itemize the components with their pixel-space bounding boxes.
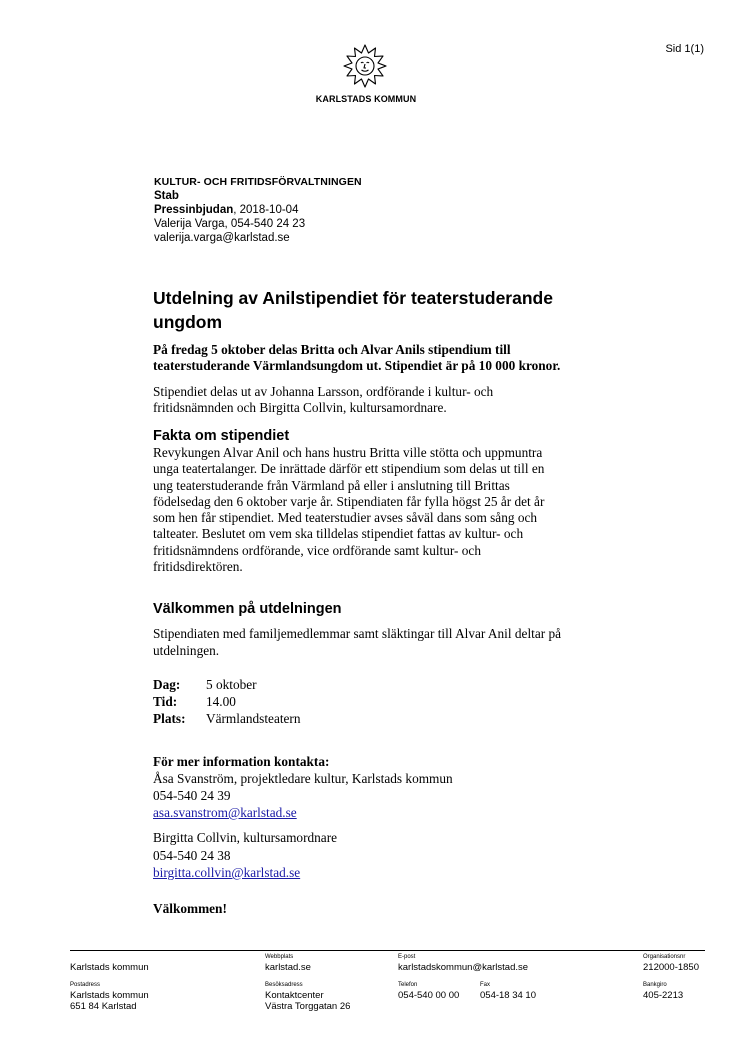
fakta-heading: Fakta om stipendiet [153,428,290,444]
fakta-line: fritidsdirektören. [153,559,243,575]
lead-line-1: På fredag 5 oktober delas Britta och Alvar Anils stipendium till [153,342,511,357]
contact-person-2: Birgitta Collvin, kultursamordnare [153,830,338,845]
lead-paragraph [153,342,633,374]
contact-heading: För mer information kontakta: [153,754,330,769]
header-email: valerija.varga@karlstad.se [154,232,290,244]
contact-email-link-2[interactable]: birgitta.collvin@karlstad.se [153,865,301,880]
logo-text: KARLSTADS KOMMUN [315,94,417,104]
fakta-paragraph [153,445,623,575]
intro-paragraph [153,384,633,416]
sun-face-icon [343,44,387,88]
lead-line-2: teaterstuderande Värmlandsungdom ut. Stipendiet är på 10 000 kronor. [153,358,561,373]
footer-fax-value: 054-18 34 10 [480,990,536,1001]
footer-bankgiro-value: 405-2213 [643,990,684,1001]
document-header [154,175,362,245]
fakta-line: fritidsnämndens ordförande, vice ordförande samt kultur- och [153,542,481,558]
footer-web-label: Webbplats [265,954,294,960]
day-label: Dag: [153,677,181,692]
unit-name: Stab [154,190,179,202]
footer-post-line-2: 651 84 Karlstad [70,1001,137,1012]
footer-org-name: Karlstads kommun [70,962,149,973]
doc-type: Pressinbjudan [154,204,234,216]
footer-fax-label: Fax [480,982,491,988]
detail-time [153,694,236,710]
page-number: Sid 1(1) [665,43,704,55]
intro-line-1: Stipendiet delas ut av Johanna Larsson, ordförande i kultur- och [153,384,494,399]
footer-visit-line-1: Kontaktcenter [265,990,324,1001]
footer-orgnr-value: 212000-1850 [643,962,699,973]
place-value: Värmlandsteatern [206,711,301,726]
footer-post-line-1: Karlstads kommun [70,990,149,1001]
valkommen-paragraph [153,625,633,659]
contact-phone-2: 054-540 24 38 [153,848,231,863]
footer-visit-label: Besöksadress [265,982,303,988]
footer-visit-line-2: Västra Torggatan 26 [265,1001,351,1012]
fakta-line: som hen får stipendiet. Med teaterstudier avses såväl dans som sång och [153,510,538,526]
detail-day [153,677,257,693]
fakta-line: födelsedag den 6 oktober varje år. Stipendiaten får fylla högst 25 år det år [153,493,545,509]
welcome-text: Välkommen! [153,901,227,916]
fakta-line: Revykungen Alvar Anil och hans hustru Britta ville stötta och uppmuntra [153,445,543,460]
title-line-2: ungdom [153,312,223,332]
footer-orgnr-label: Organisationsnr [643,954,686,960]
title-line-1: Utdelning av Anilstipendiet för teaterstuderande [153,288,553,308]
contact-phone-1: 054-540 24 39 [153,788,231,803]
fakta-line: talteater. Beslutet om vem ska tilldelas stipendiet fattas av kultur- och [153,526,524,542]
time-value: 14.00 [206,694,236,709]
footer-divider [70,950,705,951]
intro-line-2: fritidsnämnden och Birgitta Collvin, kultursamordnare. [153,400,447,415]
footer-email-label: E-post [398,954,416,960]
footer-bankgiro-label: Bankgiro [643,982,667,988]
valkommen-line-2: utdelningen. [153,643,220,658]
contact-person-1: Åsa Svanström, projektledare kultur, Karlstads kommun [153,771,453,786]
footer-phone-value: 054-540 00 00 [398,990,460,1001]
footer-phone-label: Telefon [398,982,418,988]
contact-email-link-1[interactable]: asa.svanstrom@karlstad.se [153,805,297,820]
doc-date: , 2018-10-04 [233,204,299,216]
fakta-line: ung teaterstuderande från Värmland på eller i anslutning till Brittas [153,477,510,493]
doc-type-line [154,203,362,217]
fakta-line: unga teatertalanger. De inrättade därför ett stipendium som delas ut till en [153,461,545,477]
place-label: Plats: [153,711,186,726]
footer-web-value: karlstad.se [265,962,311,973]
contact-line: Valerija Varga, 054-540 24 23 [154,218,306,230]
time-label: Tid: [153,694,178,709]
detail-place [153,711,301,727]
day-value: 5 oktober [206,677,257,692]
footer-post-label: Postadress [70,982,101,988]
page-title [153,286,633,334]
department-name: KULTUR- OCH FRITIDSFÖRVALTNINGEN [154,176,362,188]
footer-email-value: karlstadskommun@karlstad.se [398,962,529,973]
valkommen-line-1: Stipendiaten med familjemedlemmar samt släktingar till Alvar Anil deltar på [153,626,562,641]
valkommen-heading: Välkommen på utdelningen [153,601,342,617]
